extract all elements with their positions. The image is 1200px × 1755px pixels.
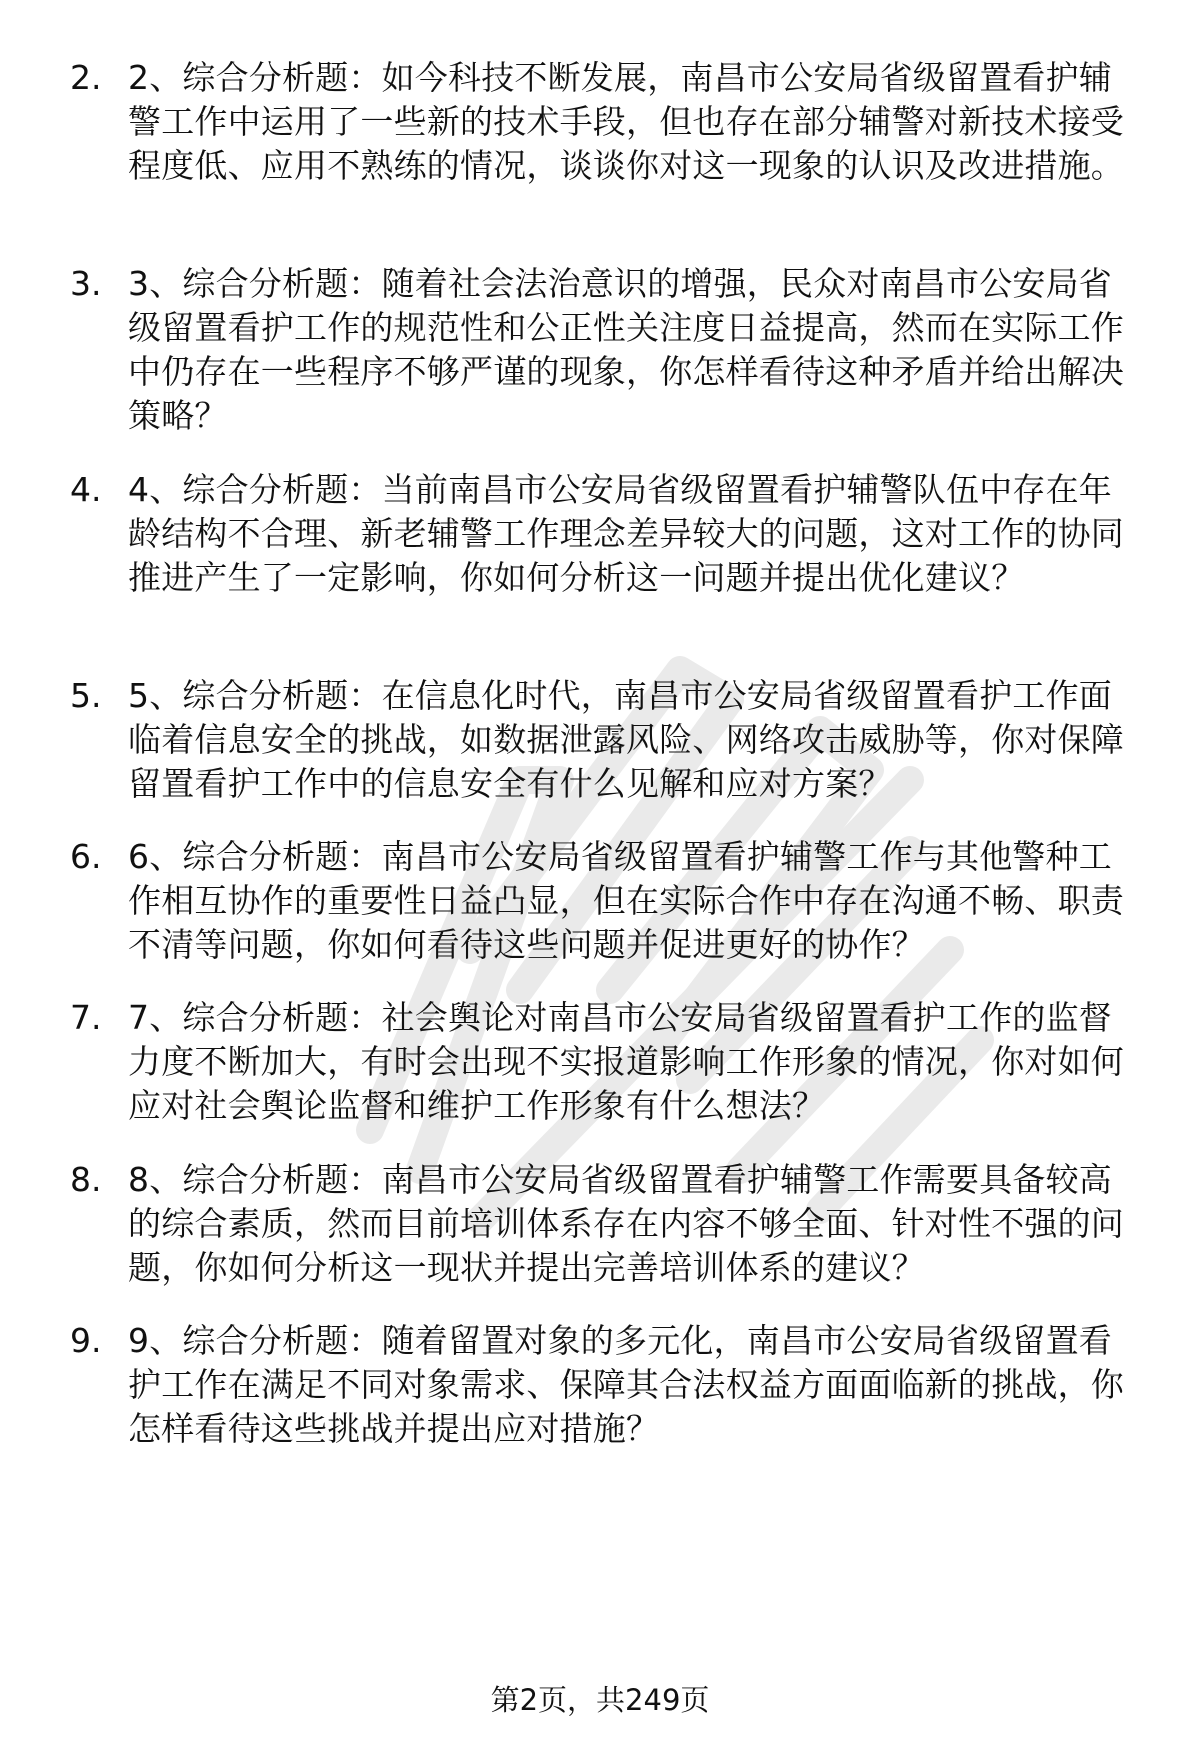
question-item-7 [70, 996, 1170, 1128]
question-text: 5、综合分析题：在信息化时代，南昌市公安局省级留置看护工作面临着信息安全的挑战，如数据泄露风险、网络攻击威胁等，你对保障留置看护工作中的信息安全有什么见解和应对方案？ [128, 676, 1124, 803]
question-number: 7. [70, 998, 102, 1037]
question-item-4 [70, 468, 1170, 600]
question-item-2 [70, 56, 1170, 188]
question-text: 3、综合分析题：随着社会法治意识的增强，民众对南昌市公安局省级留置看护工作的规范性和公正性关注度日益提高，然而在实际工作中仍存在一些程序不够严谨的现象，你怎样看待这种矛盾并给出解决策略？ [128, 264, 1124, 435]
question-item-3 [70, 262, 1170, 438]
question-number: 2. [70, 58, 102, 97]
question-number: 9. [70, 1321, 102, 1360]
question-number: 3. [70, 264, 102, 303]
question-number: 4. [70, 470, 102, 509]
question-text: 8、综合分析题：南昌市公安局省级留置看护辅警工作需要具备较高的综合素质，然而目前培训体系存在内容不够全面、针对性不强的问题，你如何分析这一现状并提出完善培训体系的建议？ [128, 1160, 1124, 1287]
question-text: 6、综合分析题：南昌市公安局省级留置看护辅警工作与其他警种工作相互协作的重要性日益凸显，但在实际合作中存在沟通不畅、职责不清等问题，你如何看待这些问题并促进更好的协作？ [128, 837, 1124, 964]
question-item-8 [70, 1158, 1170, 1290]
question-number: 6. [70, 837, 102, 876]
question-number: 5. [70, 676, 102, 715]
question-text: 2、综合分析题：如今科技不断发展，南昌市公安局省级留置看护辅警工作中运用了一些新的技术手段，但也存在部分辅警对新技术接受程度低、应用不熟练的情况，谈谈你对这一现象的认识及改进措施。 [128, 58, 1124, 185]
question-text: 9、综合分析题：随着留置对象的多元化，南昌市公安局省级留置看护工作在满足不同对象需求、保障其合法权益方面面临新的挑战，你怎样看待这些挑战并提出应对措施？ [128, 1321, 1124, 1448]
question-number: 8. [70, 1160, 102, 1199]
question-text: 4、综合分析题：当前南昌市公安局省级留置看护辅警队伍中存在年龄结构不合理、新老辅警工作理念差异较大的问题，这对工作的协同推进产生了一定影响，你如何分析这一问题并提出优化建议？ [128, 470, 1124, 597]
question-item-6 [70, 835, 1170, 967]
question-item-9 [70, 1319, 1170, 1451]
question-text: 7、综合分析题：社会舆论对南昌市公安局省级留置看护工作的监督力度不断加大，有时会出现不实报道影响工作形象的情况，你对如何应对社会舆论监督和维护工作形象有什么想法？ [128, 998, 1124, 1125]
page-footer: 第2页，共249页 [490, 1683, 710, 1717]
question-item-5 [70, 674, 1170, 806]
